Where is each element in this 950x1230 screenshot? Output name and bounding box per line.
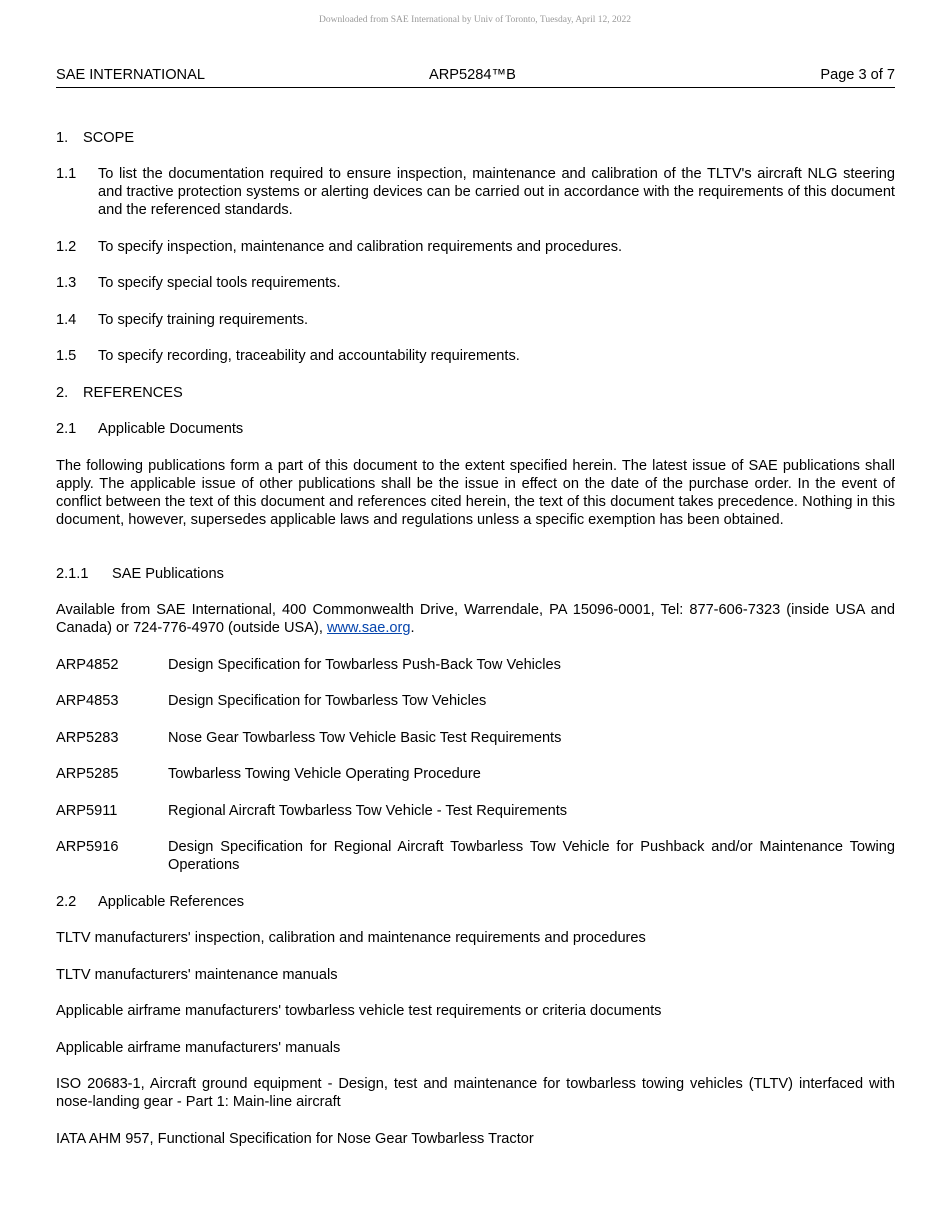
section-title: REFERENCES [83,385,183,401]
availability-end: . [410,620,415,636]
publication-code: ARP5911 [56,803,118,819]
section-1-1 [56,165,895,221]
reference-item: Applicable airframe manufacturers' towbarless vehicle test requirements or criteria documents [56,1003,662,1019]
publication-title: Design Specification for Towbarless Tow Vehicles [168,693,487,709]
section-number: 2.1.1 [56,566,89,582]
header-page-number: Page 3 of 7 [820,67,895,83]
section-text: To specify inspection, maintenance and calibration requirements and procedures. [98,239,623,255]
section-number: 1.4 [56,312,77,328]
section-number: 1.5 [56,348,77,364]
section-number: 1. [56,130,69,146]
publication-code: ARP5916 [56,839,119,855]
header-org: SAE INTERNATIONAL [56,67,205,83]
reference-item: Applicable airframe manufacturers' manuals [56,1040,341,1056]
publication-title: Regional Aircraft Towbarless Tow Vehicle - Test Requirements [168,803,568,819]
publication-title: Design Specification for Towbarless Push-Back Tow Vehicles [168,657,561,673]
publication-code: ARP5283 [56,730,119,746]
section-number: 2.1 [56,421,77,437]
section-number: 2. [56,385,69,401]
section-text: To specify recording, traceability and accountability requirements. [98,348,520,364]
applicable-documents-paragraph: The following publications form a part of this document to the extent specified herein. The latest issue of SAE publications shall apply. The applicable issue of other publications shall be the issue in effect on the date of the purchase order. In the event of conflict between the text of this document and references cited herein, the text of this document takes precedence. Nothing in this document, however, supersedes applicable laws and regulations unless a specific exemption has been obtained. [56,458,895,528]
publication-code: ARP5285 [56,766,119,782]
sae-website-link[interactable]: www.sae.org [326,620,411,636]
reference-item: TLTV manufacturers' maintenance manuals [56,967,338,983]
section-title: Applicable References [98,894,245,910]
availability-text: Available from SAE International, 400 Commonwealth Drive, Warrendale, PA 15096-0001, Tel: 877-606-7323 (inside USA and Canada) or 724-776-4970 (outside USA), [56,602,895,636]
reference-item: TLTV manufacturers' inspection, calibration and maintenance requirements and procedures [56,930,646,946]
download-watermark: Downloaded from SAE International by Univ of Toronto, Tuesday, April 12, 2022 [318,15,631,25]
publication-title: Design Specification for Regional Aircraft Towbarless Tow Vehicle for Pushback and/or Maintenance Towing Operations [168,839,895,873]
publication-code: ARP4852 [56,657,119,673]
section-number: 2.2 [56,894,77,910]
section-text: To specify special tools requirements. [98,275,341,291]
publication-title: Nose Gear Towbarless Tow Vehicle Basic Test Requirements [168,730,562,746]
section-number: 1.3 [56,275,77,291]
section-text: To list the documentation required to ensure inspection, maintenance and calibration of the TLTV's aircraft NLG steering and tractive protection systems or alerting devices can be carried out in accordance with the requirements of this document and the referenced standards. [98,166,895,218]
header-doc-id: ARP5284™B [429,67,516,83]
publication-code: ARP4853 [56,693,119,709]
reference-item: IATA AHM 957, Functional Specification for Nose Gear Towbarless Tractor [56,1131,534,1147]
sae-publication-row [56,838,895,874]
publication-title: Towbarless Towing Vehicle Operating Procedure [168,766,481,782]
section-title: SCOPE [83,130,135,146]
section-number: 1.1 [56,166,77,182]
section-number: 1.2 [56,239,77,255]
page-header [56,67,895,88]
sae-availability-paragraph [56,601,895,637]
section-title: SAE Publications [112,566,224,582]
section-text: To specify training requirements. [98,312,309,328]
section-title: Applicable Documents [98,421,244,437]
reference-item: ISO 20683-1, Aircraft ground equipment - Design, test and maintenance for towbarless towing vehicles (TLTV) interfaced with nose-landing gear - Part 1: Main-line aircraft [56,1076,895,1110]
